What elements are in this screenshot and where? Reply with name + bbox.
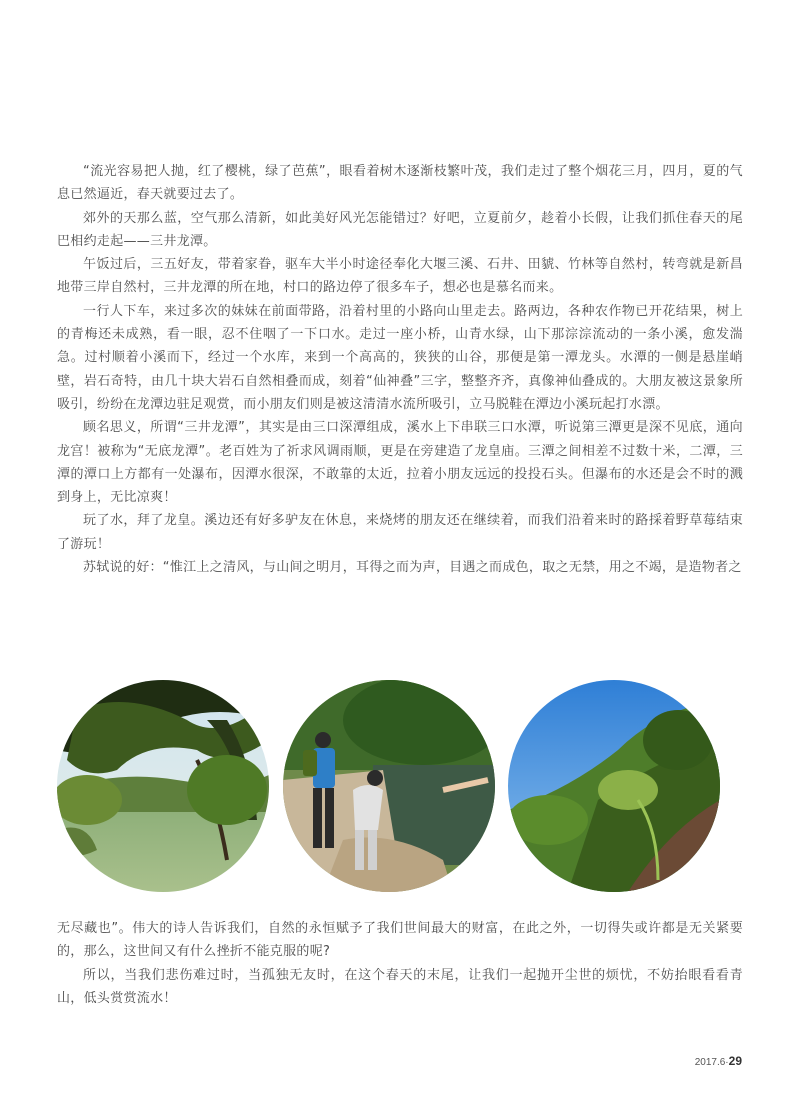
hikers-photo	[283, 680, 495, 892]
page-footer	[695, 1054, 742, 1068]
paragraph-3: 午饭过后，三五好友，带着家眷，驱车大半小时途径奉化大堰三溪、石井、田䝞、竹林等自然村，转弯就是新昌地带三岸自然村，三井龙潭的所在地，村口的路边停了很多车子，想必也是慕名而来。	[57, 257, 743, 296]
paragraph-continuation: 无尽藏也”。伟大的诗人告诉我们，自然的永恒赋予了我们世间最大的财富，在此之外，一切得失或许都是无关紧要的，那么，这世间又有什么挫折不能克服的呢?	[57, 921, 743, 960]
issue-date: 2017.6	[694, 1057, 726, 1068]
hillside-photo	[508, 680, 720, 892]
lake-photo	[57, 680, 269, 892]
article-body	[57, 160, 743, 579]
paragraph-5: 顾名思义，所谓“三井龙潭”，其实是由三口深潭组成，溪水上下串联三口水潭，听说第三潭更是深不见底，通向龙宫！被称为“无底龙潭”。老百姓为了祈求风调雨顺，更是在旁建造了龙皇庙。三潭之间相差不过数十米，二潭，三潭的潭口上方都有一处瀑布，因潭水很深，不敢靠的太近，拉着小朋友远远的投投石头。但瀑布的水还是会不时的溅到身上，无比凉爽！	[57, 420, 743, 506]
paragraph-closing: 所以，当我们悲伤难过时，当孤独无友时，在这个春天的末尾，让我们一起抛开尘世的烦忧，不妨抬眼看看青山，低头赏赏流水！	[57, 967, 743, 1006]
footer-separator: ·	[725, 1057, 729, 1068]
paragraph-6: 玩了水，拜了龙皇。溪边还有好多驴友在休息，来烧烤的朋友还在继续着，而我们沿着来时的路採着野草莓结束了游玩！	[57, 513, 743, 552]
photo-row	[0, 678, 800, 898]
paragraph-7: 苏轼说的好：“惟江上之清风，与山间之明月，耳得之而为声，目遇之而成色，取之无禁，用之不竭，是造物者之	[83, 560, 742, 576]
paragraph-1: “流光容易把人抛，红了樱桃，绿了芭蕉”，眼看着树木逐渐枝繁叶茂，我们走过了整个烟花三月，四月，夏的气息已然逼近，春天就要过去了。	[57, 164, 743, 203]
page-number: 29	[728, 1054, 742, 1068]
paragraph-4: 一行人下车，来过多次的妹妹在前面带路，沿着村里的小路向山里走去。路两边，各种农作物已开花结果，树上的青梅还未成熟，看一眼，忍不住咽了一下口水。走过一座小桥，山青水绿，山下那淙淙流动的一条小溪，愈发湍急。过村顺着小溪而下，经过一个水库，来到一个高高的，狭狭的山谷，那便是第一潭龙头。水潭的一侧是悬崖峭壁，岩石奇特，由几十块大岩石自然相叠而成，刻着“仙神叠”三字，整整齐齐，真像神仙叠成的。大朋友被这景象所吸引，纷纷在龙潭边驻足观赏，而小朋友们则是被这清清水流所吸引，立马脱鞋在潭边小溪玩起打水漂。	[57, 303, 743, 412]
article-end	[57, 917, 743, 1010]
paragraph-2: 郊外的天那么蓝，空气那么清新，如此美好风光怎能错过？好吧，立夏前夕，趁着小长假，让我们抓住春天的尾巴相约走起——三井龙潭。	[57, 210, 743, 249]
